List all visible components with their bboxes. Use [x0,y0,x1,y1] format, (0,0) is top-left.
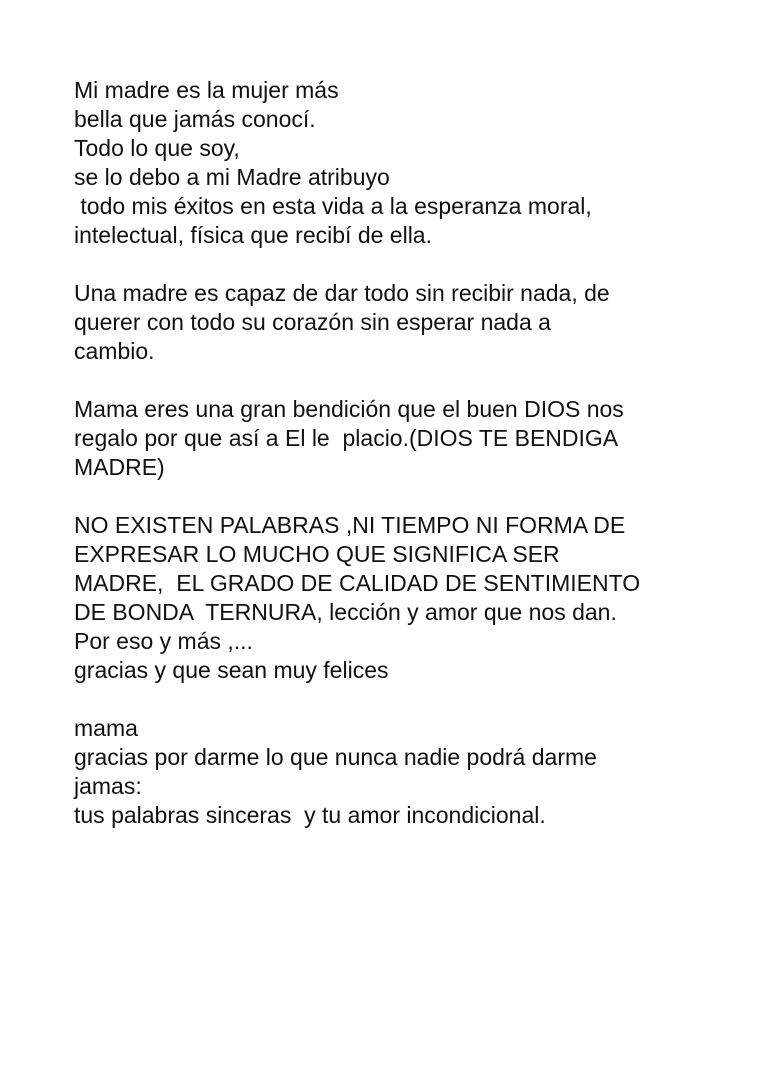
text-line: Por eso y más ,... [74,628,253,654]
text-line: Todo lo que soy, [74,135,240,161]
paragraph-3 [74,395,714,482]
text-line: gracias por darme lo que nunca nadie podrá darme [74,744,597,770]
text-line: todo mis éxitos en esta vida a la esperanza moral, [74,193,592,219]
text-line: MADRE) [74,454,165,480]
text-line: NO EXISTEN PALABRAS ,NI TIEMPO NI FORMA DE [74,512,626,538]
text-line: DE BONDA TERNURA, lección y amor que nos dan. [74,599,617,625]
text-line: Una madre es capaz de dar todo sin recibir nada, de [74,280,610,306]
text-line: mama [74,715,138,741]
paragraph-4 [74,511,714,685]
text-line: regalo por que así a El le placio.(DIOS TE BENDIGA [74,425,619,451]
text-line: se lo debo a mi Madre atribuyo [74,164,390,190]
text-line: jamas: [74,773,142,799]
text-line: bella que jamás conocí. [74,106,316,132]
text-line: querer con todo su corazón sin esperar nada a [74,309,551,335]
document-body [74,76,714,859]
paragraph-1 [74,76,714,250]
text-line: tus palabras sinceras y tu amor incondicional. [74,802,546,828]
text-line: Mama eres una gran bendición que el buen DIOS nos [74,396,624,422]
text-line: cambio. [74,338,155,364]
text-line: intelectual, física que recibí de ella. [74,222,432,248]
text-line: Mi madre es la mujer más [74,77,339,103]
paragraph-5 [74,714,714,830]
paragraph-2 [74,279,714,366]
text-line: EXPRESAR LO MUCHO QUE SIGNIFICA SER [74,541,560,567]
text-line: gracias y que sean muy felices [74,657,389,683]
text-line: MADRE, EL GRADO DE CALIDAD DE SENTIMIENTO [74,570,641,596]
